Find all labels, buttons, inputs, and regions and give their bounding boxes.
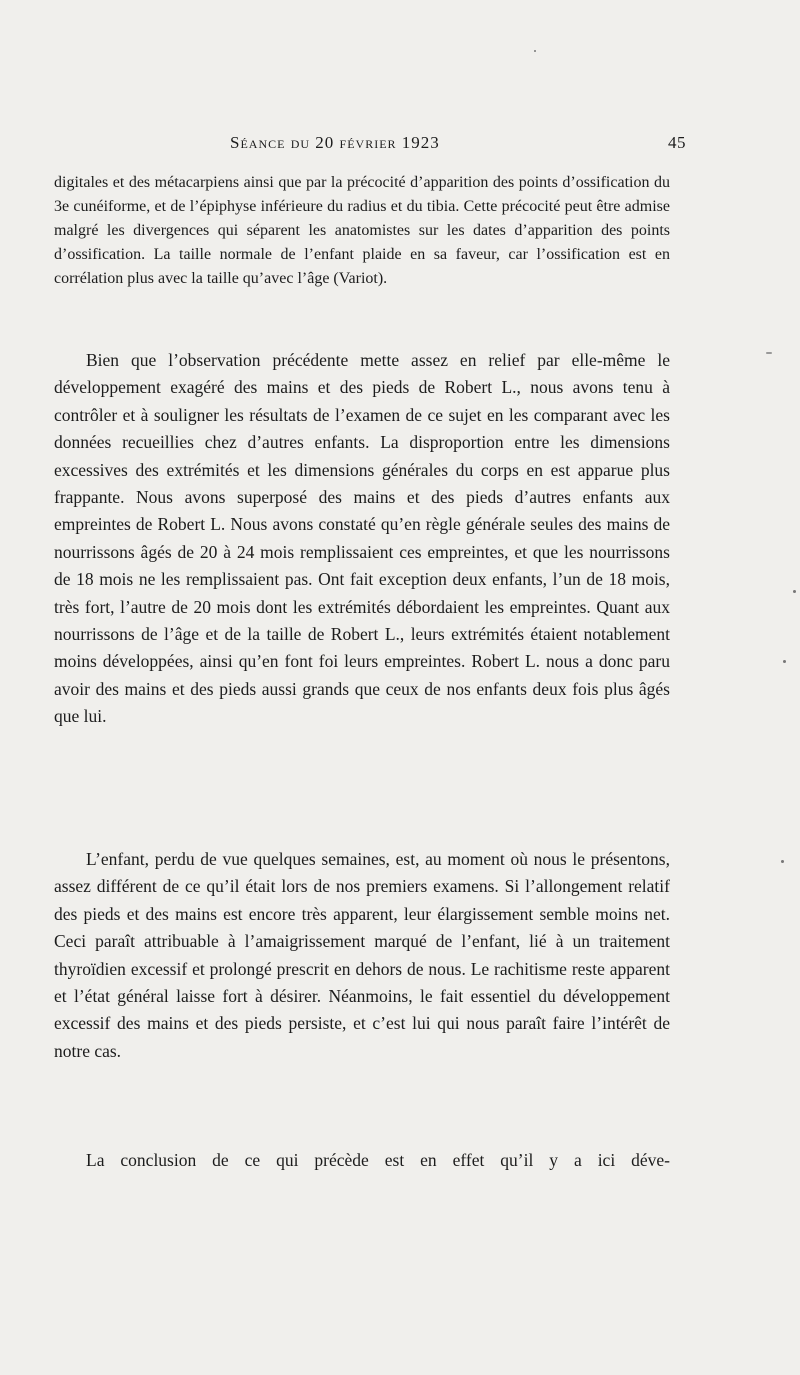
header-title: Séance du 20 février 1923 xyxy=(230,133,440,152)
scan-speck xyxy=(534,50,536,52)
paragraph-continued: digitales et des métacarpiens ainsi que par la précocité d’apparition des points d’ossification du 3e cunéiforme, et de l’épiphyse inférieure du radius et du tibia. Cette précocité peut être admise malgré les divergences qui séparent les anatomistes sur les dates d’apparition des points d’ossification. La taille normale de l’enfant plaide en sa faveur, car l’ossification est en corrélation plus avec la taille qu’avec l’âge (Variot). xyxy=(54,174,670,287)
paragraph-observation: Bien que l’observation précédente mette assez en relief par elle-même le développement exagéré des mains et des pieds de Robert L., nous avons tenu à contrôler et à souligner les résultats de l’examen de ce sujet en les comparant avec les données recueillies chez d’autres enfants. La disproportion entre les dimensions excessives des extrémités et les dimensions générales du corps en est apparue plus frappante. Nous avons superposé des mains et des pieds d’autres enfants aux empreintes de Robert L. Nous avons constaté qu’en règle générale seules des mains de nourrissons âgés de 20 à 24 mois remplissaient ces empreintes, et que les nourrissons de 18 mois ne les remplissaient pas. Ont fait exception deux enfants, l’un de 18 mois, très fort, l’autre de 20 mois dont les extrémités débordaient les empreintes. Quant aux nourrissons de l’âge et de la taille de Robert L., leurs extrémités étaient notablement moins développées, ainsi qu’en font foi leurs empreintes. Robert L. nous a donc paru avoir des mains et des pieds aussi grands que ceux de nos enfants deux fois plus âgés que lui. xyxy=(54,350,670,727)
paragraph-conclusion: La conclusion de ce qui précède est en effet qu’il y a ici déve- xyxy=(86,1150,670,1170)
page-number: 45 xyxy=(668,133,686,152)
running-header xyxy=(54,133,686,157)
scan-speck xyxy=(783,660,786,663)
scan-speck xyxy=(793,590,796,593)
scan-speck xyxy=(766,352,772,354)
scan-speck xyxy=(781,860,784,863)
paragraph-follow-up: L’enfant, perdu de vue quelques semaines, est, au moment où nous le présentons, assez différent de ce qu’il était lors de nos premiers examens. Si l’allongement relatif des pieds et des mains est encore très apparent, leur élargissement semble moins net. Ceci paraît attribuable à l’amaigrissement marqué de l’enfant, lié à un traitement thyroïdien excessif et prolongé prescrit en dehors de nous. Le rachitisme reste apparent et l’état général laisse fort à désirer. Néanmoins, le fait essentiel du développement excessif des mains et des pieds persiste, et c’est lui qui nous paraît faire l’intérêt de notre cas. xyxy=(54,849,670,1061)
